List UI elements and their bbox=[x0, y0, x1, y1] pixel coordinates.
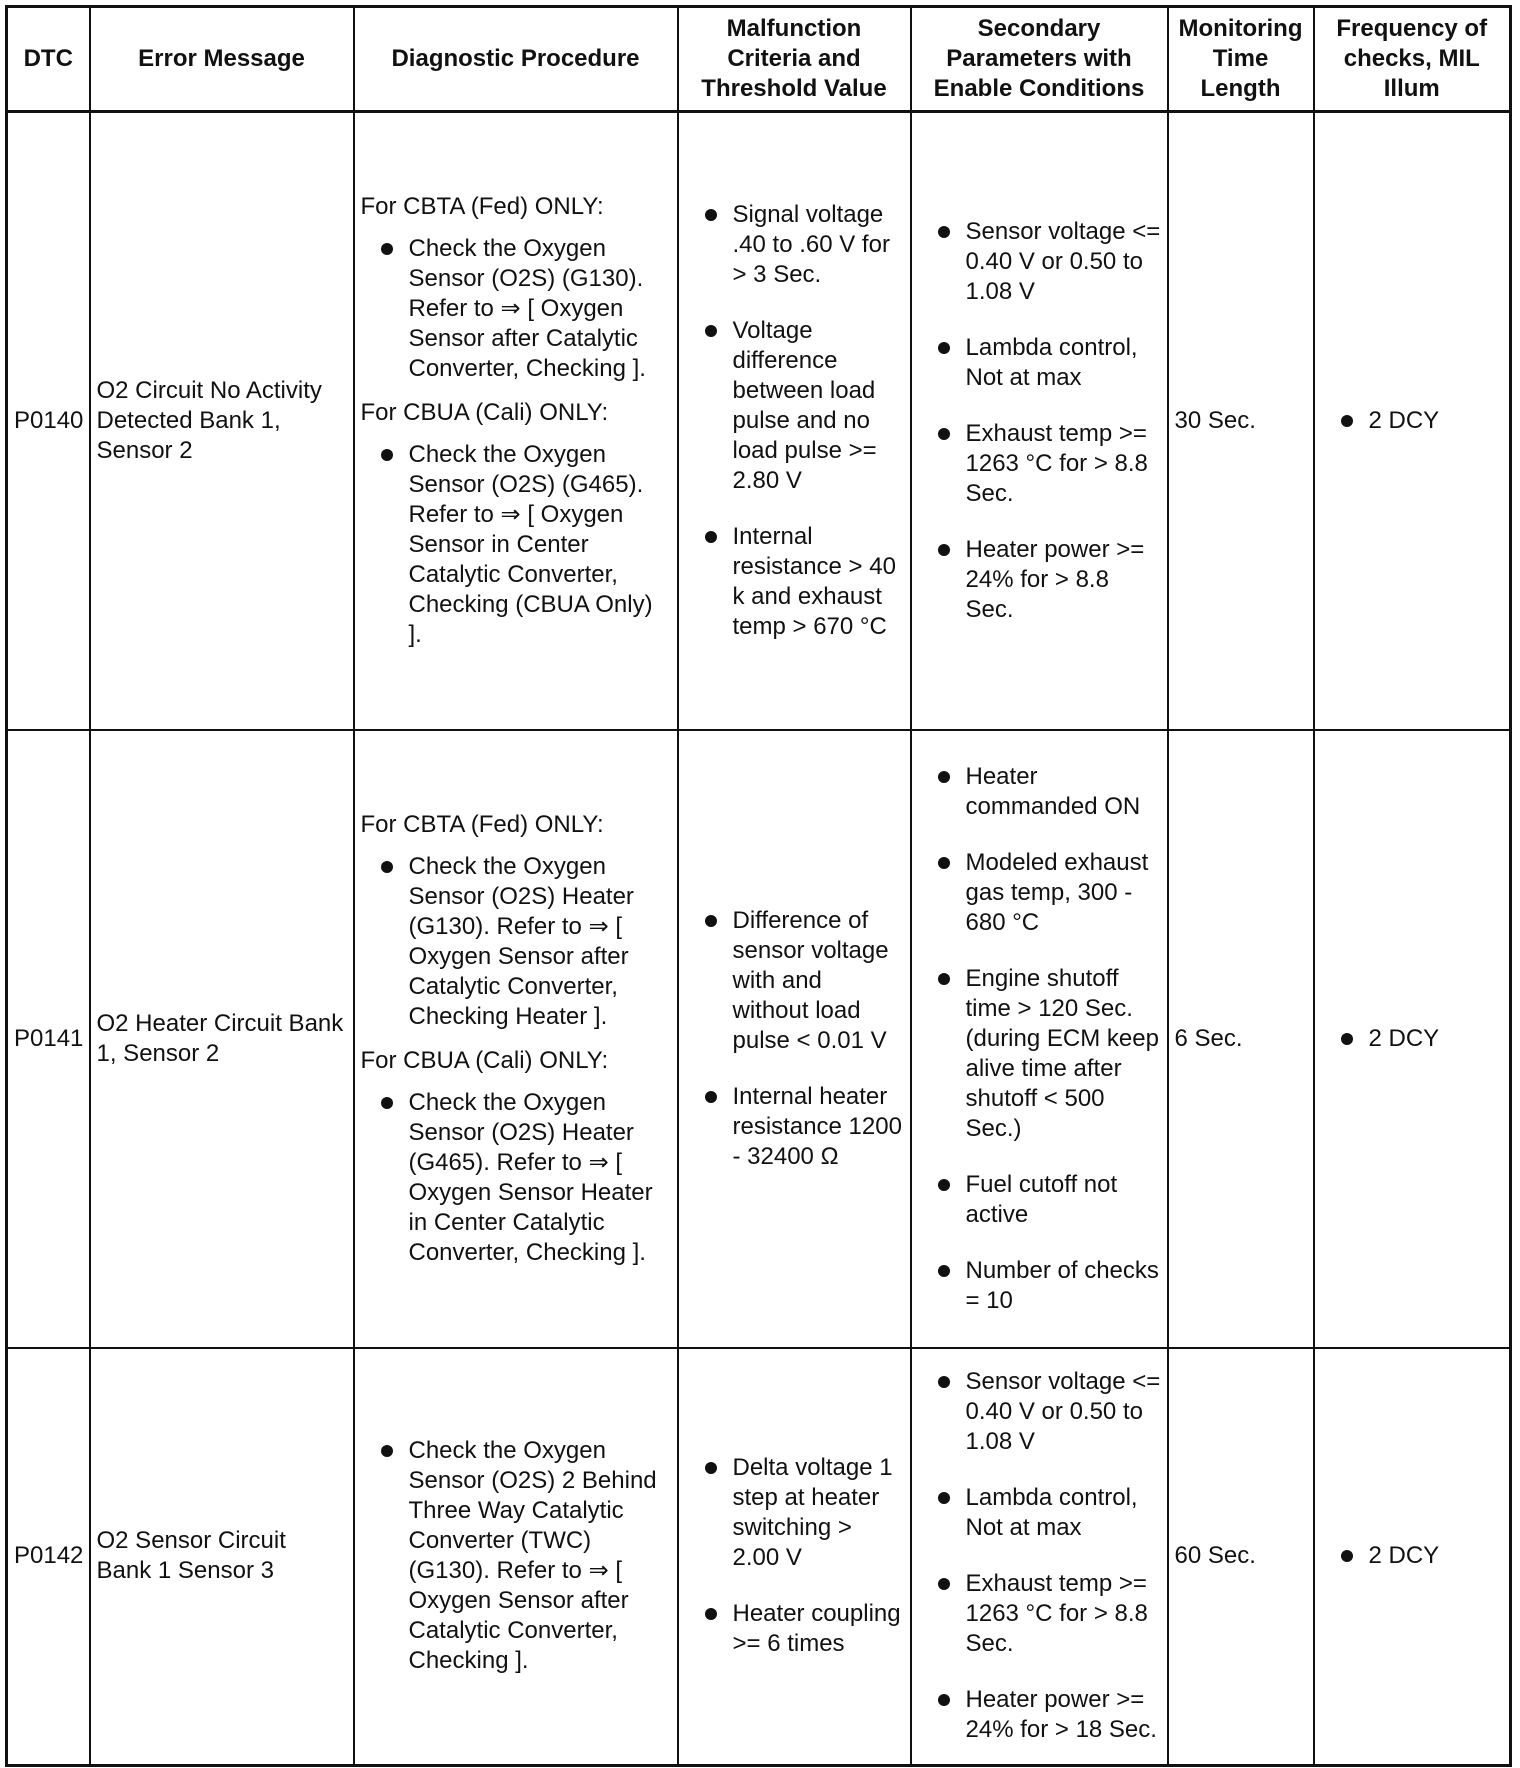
list-item: Heater power >= 24% for > 8.8 Sec. bbox=[918, 535, 1161, 625]
error-message: O2 Heater Circuit Bank 1, Sensor 2 bbox=[90, 730, 354, 1348]
procedure-steps bbox=[361, 1088, 671, 1268]
secondary-parameters bbox=[911, 730, 1168, 1348]
list-item: Fuel cutoff not active bbox=[918, 1170, 1161, 1230]
procedure-group bbox=[361, 1046, 671, 1268]
monitoring-time: 30 Sec. bbox=[1168, 112, 1314, 730]
list-item: Check the Oxygen Sensor (O2S) (G465). Refer to ⇒ [ Oxygen Sensor in Center Catalytic Converter, Checking (CBUA Only) ]. bbox=[361, 440, 671, 650]
list-item: Check the Oxygen Sensor (O2S) (G130). Refer to ⇒ [ Oxygen Sensor after Catalytic Converter, Checking ]. bbox=[361, 234, 671, 384]
secondary-list bbox=[918, 762, 1161, 1316]
list-item: Heater commanded ON bbox=[918, 762, 1161, 822]
secondary-list bbox=[918, 217, 1161, 625]
header-error-message: Error Message bbox=[90, 7, 354, 112]
malfunction-list bbox=[685, 1453, 904, 1659]
dtc-table bbox=[5, 5, 1512, 1767]
header-malfunction-criteria: Malfunction Criteria and Threshold Value bbox=[678, 7, 911, 112]
monitoring-time: 60 Sec. bbox=[1168, 1348, 1314, 1766]
monitoring-time: 6 Sec. bbox=[1168, 730, 1314, 1348]
list-item: Voltage difference between load pulse and no load pulse >= 2.80 V bbox=[685, 316, 904, 496]
procedure-steps bbox=[361, 440, 671, 650]
dtc-code: P0141 bbox=[7, 730, 90, 1348]
secondary-parameters bbox=[911, 112, 1168, 730]
header-monitoring-time: Monitoring Time Length bbox=[1168, 7, 1314, 112]
list-item: 2 DCY bbox=[1321, 1541, 1504, 1571]
procedure-group bbox=[361, 1436, 671, 1676]
list-item: Signal voltage .40 to .60 V for > 3 Sec. bbox=[685, 200, 904, 290]
table-body bbox=[7, 112, 1511, 1766]
frequency-list bbox=[1321, 1024, 1504, 1054]
header-diagnostic-procedure: Diagnostic Procedure bbox=[354, 7, 678, 112]
diagnostic-procedure bbox=[354, 1348, 678, 1766]
procedure-heading: For CBUA (Cali) ONLY: bbox=[360, 1046, 609, 1074]
table-row bbox=[7, 112, 1511, 730]
list-item: Modeled exhaust gas temp, 300 - 680 °C bbox=[918, 848, 1161, 938]
procedure-heading: For CBUA (Cali) ONLY: bbox=[360, 398, 609, 426]
list-item: Heater power >= 24% for > 18 Sec. bbox=[918, 1685, 1161, 1745]
procedure-heading: For CBTA (Fed) ONLY: bbox=[360, 192, 604, 220]
header-row bbox=[7, 7, 1511, 112]
list-item: Difference of sensor voltage with and without load pulse < 0.01 V bbox=[685, 906, 904, 1056]
malfunction-criteria bbox=[678, 730, 911, 1348]
procedure-group bbox=[361, 398, 671, 650]
table-row bbox=[7, 730, 1511, 1348]
frequency bbox=[1314, 1348, 1511, 1766]
header-frequency: Frequency of checks, MIL Illum bbox=[1314, 7, 1511, 112]
procedure-group bbox=[361, 192, 671, 384]
frequency-list bbox=[1321, 1541, 1504, 1571]
table-row bbox=[7, 1348, 1511, 1766]
dtc-document bbox=[5, 5, 1509, 1763]
malfunction-list bbox=[685, 200, 904, 642]
procedure-steps bbox=[361, 1436, 671, 1676]
list-item: Delta voltage 1 step at heater switching > 2.00 V bbox=[685, 1453, 904, 1573]
diagnostic-procedure bbox=[354, 112, 678, 730]
list-item: Engine shutoff time > 120 Sec. (during ECM keep alive time after shutoff < 500 Sec.) bbox=[918, 964, 1161, 1144]
procedure-steps bbox=[361, 852, 671, 1032]
list-item: Lambda control, Not at max bbox=[918, 333, 1161, 393]
procedure-steps bbox=[361, 234, 671, 384]
secondary-parameters bbox=[911, 1348, 1168, 1766]
header-secondary-parameters: Secondary Parameters with Enable Conditions bbox=[911, 7, 1168, 112]
procedure-group bbox=[361, 810, 671, 1032]
procedure-heading: For CBTA (Fed) ONLY: bbox=[360, 810, 604, 838]
dtc-code: P0140 bbox=[7, 112, 90, 730]
header-dtc: DTC bbox=[7, 7, 90, 112]
list-item: Exhaust temp >= 1263 °C for > 8.8 Sec. bbox=[918, 1569, 1161, 1659]
list-item: Heater coupling >= 6 times bbox=[685, 1599, 904, 1659]
list-item: Sensor voltage <= 0.40 V or 0.50 to 1.08 V bbox=[918, 1367, 1161, 1457]
list-item: 2 DCY bbox=[1321, 1024, 1504, 1054]
list-item: Check the Oxygen Sensor (O2S) Heater (G130). Refer to ⇒ [ Oxygen Sensor after Catalytic Converter, Checking Heater ]. bbox=[361, 852, 671, 1032]
list-item: 2 DCY bbox=[1321, 406, 1504, 436]
error-message: O2 Sensor Circuit Bank 1 Sensor 3 bbox=[90, 1348, 354, 1766]
error-message: O2 Circuit No Activity Detected Bank 1, Sensor 2 bbox=[90, 112, 354, 730]
malfunction-list bbox=[685, 906, 904, 1172]
list-item: Internal heater resistance 1200 - 32400 Ω bbox=[685, 1082, 904, 1172]
diagnostic-procedure bbox=[354, 730, 678, 1348]
dtc-code: P0142 bbox=[7, 1348, 90, 1766]
list-item: Number of checks = 10 bbox=[918, 1256, 1161, 1316]
list-item: Exhaust temp >= 1263 °C for > 8.8 Sec. bbox=[918, 419, 1161, 509]
frequency-list bbox=[1321, 406, 1504, 436]
malfunction-criteria bbox=[678, 112, 911, 730]
list-item: Sensor voltage <= 0.40 V or 0.50 to 1.08 V bbox=[918, 217, 1161, 307]
list-item: Internal resistance > 40 k and exhaust temp > 670 °C bbox=[685, 522, 904, 642]
secondary-list bbox=[918, 1367, 1161, 1745]
malfunction-criteria bbox=[678, 1348, 911, 1766]
frequency bbox=[1314, 730, 1511, 1348]
list-item: Lambda control, Not at max bbox=[918, 1483, 1161, 1543]
frequency bbox=[1314, 112, 1511, 730]
list-item: Check the Oxygen Sensor (O2S) Heater (G465). Refer to ⇒ [ Oxygen Sensor Heater in Center Catalytic Converter, Checking ]. bbox=[361, 1088, 671, 1268]
list-item: Check the Oxygen Sensor (O2S) 2 Behind Three Way Catalytic Converter (TWC) (G130). Refer to ⇒ [ Oxygen Sensor after Catalytic Converter, Checking ]. bbox=[361, 1436, 671, 1676]
